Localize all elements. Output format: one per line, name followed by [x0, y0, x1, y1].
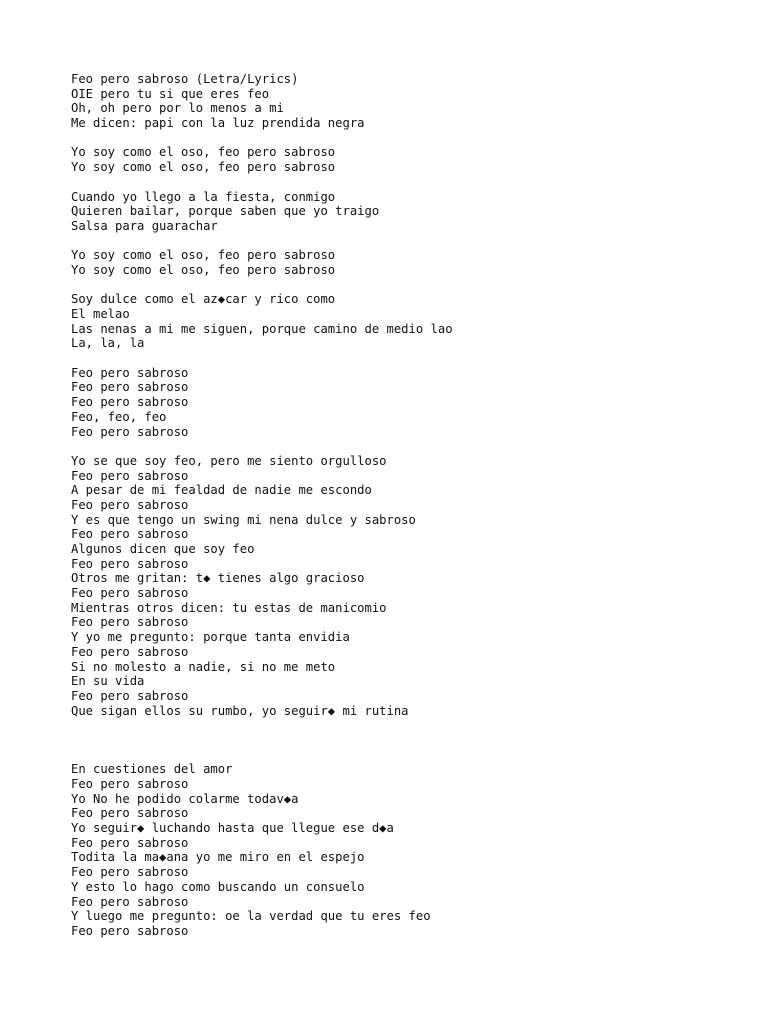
lyric-line: Feo pero sabroso: [71, 365, 189, 380]
lyric-line: Feo pero sabroso: [71, 894, 189, 909]
lyric-line: Feo pero sabroso: [71, 835, 189, 850]
lyric-line: Feo pero sabroso: [71, 644, 189, 659]
lyric-line: Yo No he podido colarme todav◆a: [71, 791, 299, 806]
lyric-line: En cuestiones del amor: [71, 762, 233, 777]
document-title: Feo pero sabroso (Letra/Lyrics): [71, 72, 299, 86]
lyric-line: Algunos dicen que soy feo: [71, 542, 255, 556]
blank-line: [71, 175, 751, 190]
lyric-line: La, la, la: [71, 336, 145, 351]
blank-line: [71, 234, 751, 249]
lyric-line: Feo pero sabroso: [71, 865, 189, 880]
lyric-line: Otros me gritan: t◆ tienes algo gracioso: [71, 571, 365, 586]
lyric-line: Feo pero sabroso: [71, 468, 189, 483]
lyric-line: Feo pero sabroso: [71, 615, 189, 630]
lyric-line: Y luego me pregunto: oe la verdad que tu eres feo: [71, 909, 431, 924]
lyric-line: Mientras otros dicen: tu estas de manicomio: [71, 600, 387, 615]
lyric-line: Yo se que soy feo, pero me siento orgulloso: [71, 453, 387, 468]
lyric-line: Feo pero sabroso: [71, 424, 189, 439]
lyric-line: Feo pero sabroso: [71, 688, 189, 703]
lyric-line: Feo pero sabroso: [71, 497, 189, 512]
lyric-line: A pesar de mi fealdad de nadie me escondo: [71, 483, 372, 498]
lyric-line: Feo pero sabroso: [71, 380, 189, 395]
lyric-line: Feo pero sabroso: [71, 777, 189, 791]
blank-line: [71, 718, 751, 733]
lyric-line: Feo pero sabroso: [71, 527, 189, 542]
blank-line: [71, 131, 751, 146]
blank-line: [71, 733, 751, 748]
lyric-line: Las nenas a mi me siguen, porque camino de medio lao: [71, 321, 453, 336]
blank-line: [71, 439, 751, 454]
lyric-line: Y esto lo hago como buscando un consuelo: [71, 879, 365, 894]
lyric-line: Cuando yo llego a la fiesta, conmigo: [71, 189, 336, 204]
blank-line: [71, 748, 751, 763]
lyric-line: Salsa para guarachar: [71, 218, 218, 233]
lyric-line: Que sigan ellos su rumbo, yo seguir◆ mi rutina: [71, 703, 409, 718]
lyric-line: Y yo me pregunto: porque tanta envidia: [71, 630, 350, 645]
lyric-line: En su vida: [71, 674, 145, 689]
lyric-line: Me dicen: papi con la luz prendida negra: [71, 116, 365, 131]
lyric-line: Soy dulce como el az◆car y rico como: [71, 292, 336, 307]
lyric-line: Yo soy como el oso, feo pero sabroso: [71, 248, 336, 263]
blank-line: [71, 278, 751, 293]
lyric-line: Yo seguir◆ luchando hasta que llegue ese d◆a: [71, 821, 394, 836]
lyric-line: OIE pero tu si que eres feo: [71, 86, 270, 101]
blank-line: [71, 351, 751, 366]
lyric-line: El melao: [71, 307, 130, 321]
lyric-line: Feo pero sabroso: [71, 395, 189, 410]
lyric-line: Yo soy como el oso, feo pero sabroso: [71, 262, 336, 277]
lyric-line: Yo soy como el oso, feo pero sabroso: [71, 160, 336, 175]
lyric-line: Y es que tengo un swing mi nena dulce y sabroso: [71, 512, 416, 527]
lyric-line: Si no molesto a nadie, si no me meto: [71, 659, 336, 674]
lyric-line: Quieren bailar, porque saben que yo traigo: [71, 204, 380, 219]
lyrics-document: [71, 72, 751, 939]
lyric-line: Feo, feo, feo: [71, 409, 167, 424]
lyric-line: Todita la ma◆ana yo me miro en el espejo: [71, 850, 365, 865]
lyric-line: Feo pero sabroso: [71, 586, 189, 601]
lyric-line: Feo pero sabroso: [71, 806, 189, 821]
lyric-line: Feo pero sabroso: [71, 923, 189, 938]
lyric-line: Yo soy como el oso, feo pero sabroso: [71, 145, 336, 160]
lyric-line: Oh, oh pero por lo menos a mi: [71, 101, 284, 116]
lyric-line: Feo pero sabroso: [71, 556, 189, 571]
